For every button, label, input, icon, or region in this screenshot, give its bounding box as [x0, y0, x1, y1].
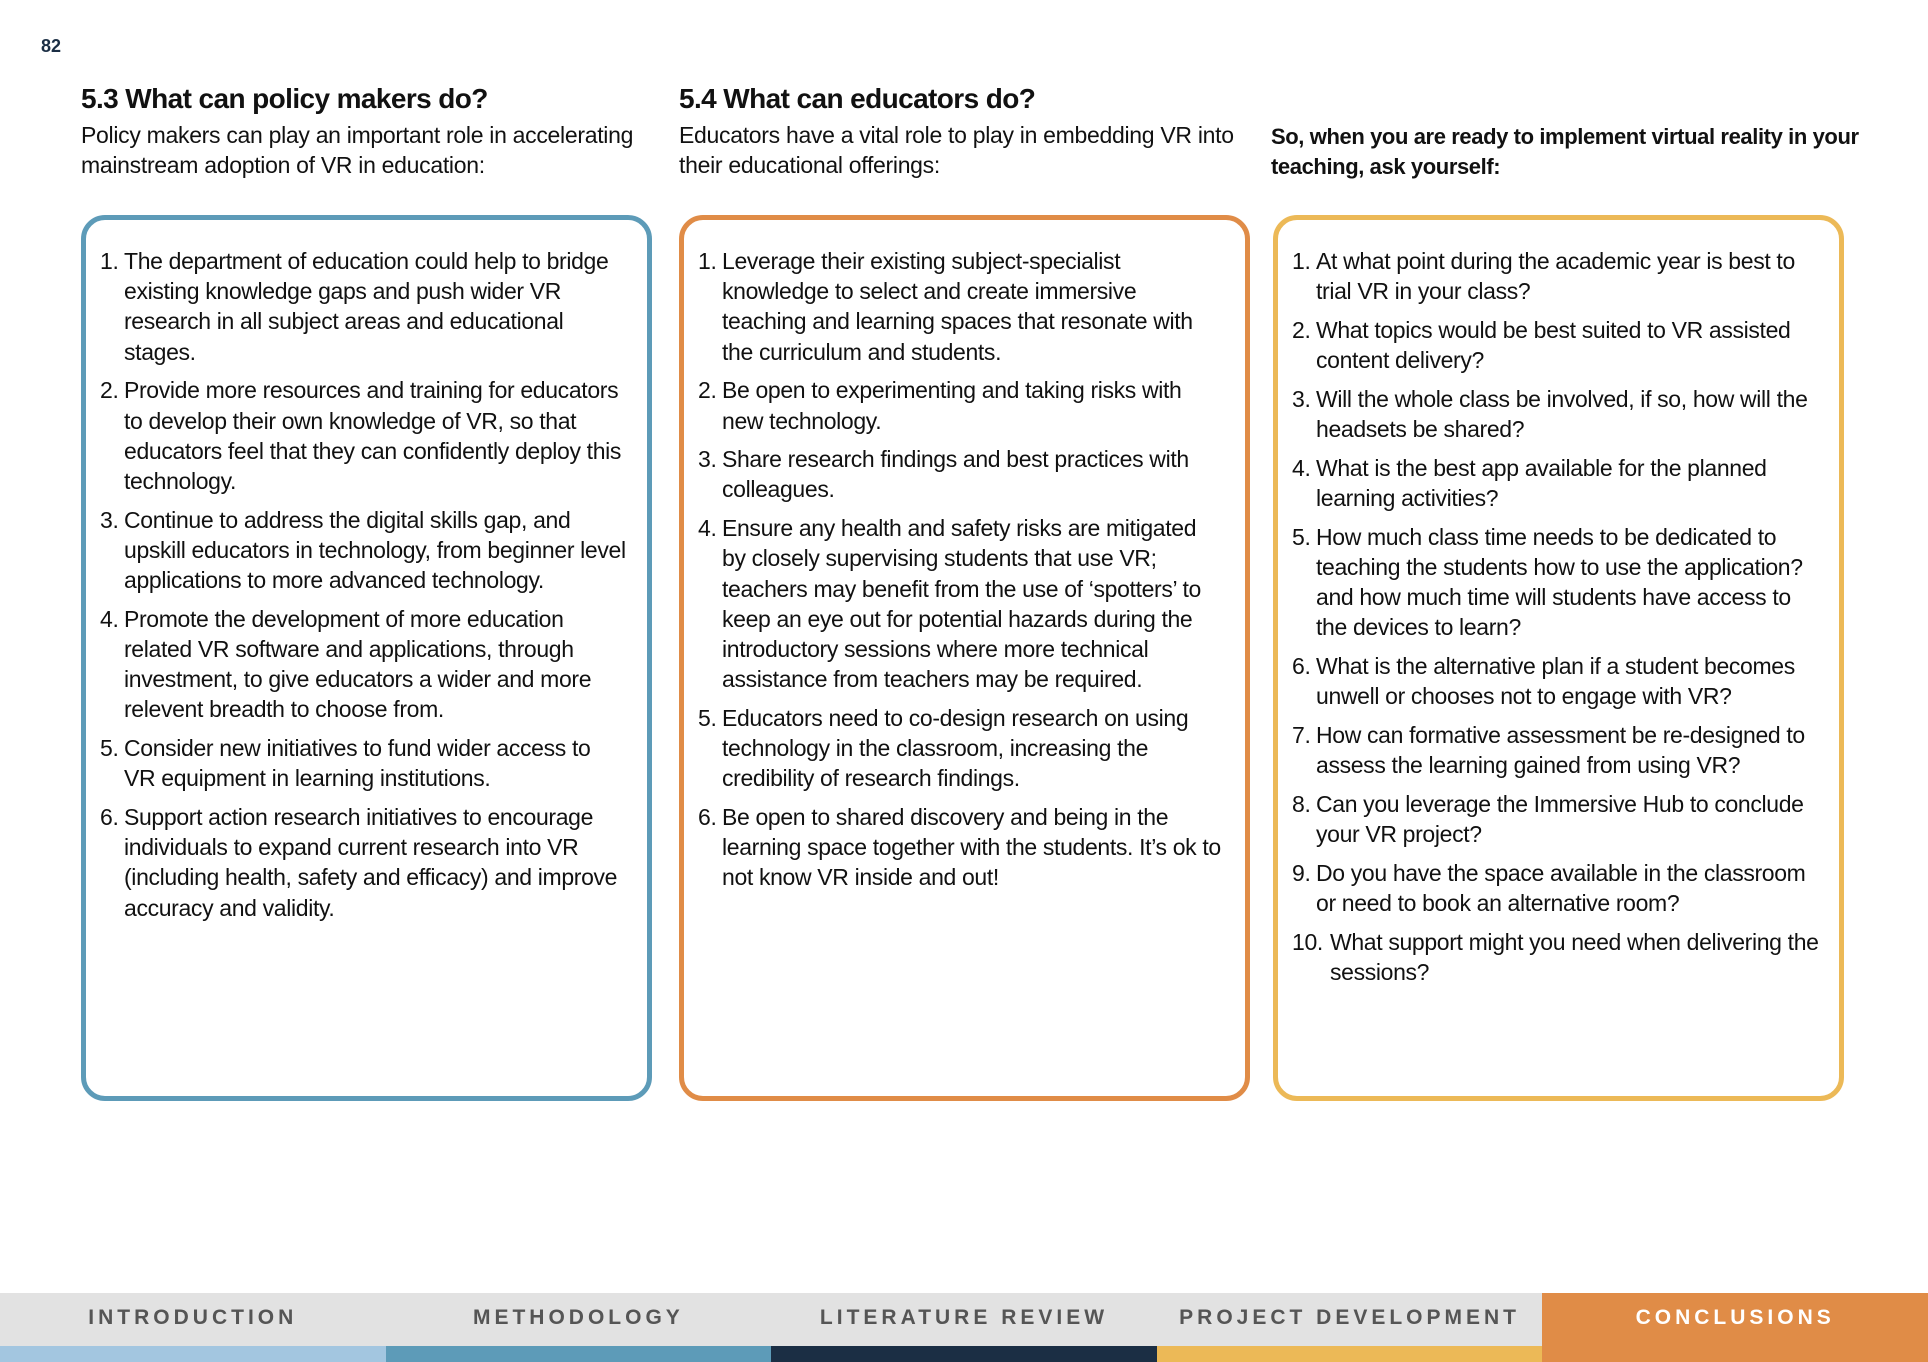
- list-item-text: How much class time needs to be dedicated to teaching the students how to use the application? and how much time will students have access to the devices to learn?: [1316, 523, 1803, 641]
- list-item-text: Continue to address the digital skills gap, and upskill educators in technology, from beginner level applications to more advanced technology.: [124, 506, 626, 594]
- educators-list: [698, 246, 1225, 893]
- list-item: [1292, 858, 1819, 918]
- list-item: [698, 703, 1225, 794]
- list-item-text: Be open to shared discovery and being in the learning space together with the students. It’s ok to not know VR inside and out!: [722, 803, 1221, 891]
- nav-tab-project-development[interactable]: [1157, 1293, 1543, 1362]
- nav-tab-label: INTRODUCTION: [88, 1306, 298, 1329]
- list-item-text: Be open to experimenting and taking risks with new technology.: [722, 377, 1182, 434]
- checklist-list: [1292, 246, 1819, 987]
- list-item: [1292, 384, 1819, 444]
- list-item: [1292, 720, 1819, 780]
- list-item-number: 2.: [698, 377, 717, 404]
- list-item-text: Leverage their existing subject-specialist knowledge to select and create immersive teaching and learning spaces that resonate with the curriculum and students.: [722, 248, 1193, 365]
- list-item: [1292, 315, 1819, 375]
- list-item-text: The department of education could help to bridge existing knowledge gaps and push wider VR research in all subject areas and educational stages.: [124, 248, 609, 365]
- list-item-text: Consider new initiatives to fund wider access to VR equipment in learning institutions.: [124, 735, 591, 792]
- list-item-number: 4.: [100, 605, 119, 632]
- list-item-number: 3.: [100, 506, 119, 533]
- nav-color-strip: [771, 1346, 1157, 1362]
- list-item-number: 6.: [698, 803, 717, 830]
- list-item: [100, 802, 627, 923]
- list-item: [1292, 789, 1819, 849]
- nav-color-strip: [1542, 1346, 1928, 1362]
- list-item: [100, 733, 627, 793]
- list-item-text: Educators need to co-design research on using technology in the classroom, increasing the credibility of research findings.: [722, 704, 1189, 792]
- nav-tab-literature-review[interactable]: [771, 1293, 1157, 1362]
- policy-makers-header: [81, 82, 671, 180]
- list-item-number: 1.: [1292, 248, 1311, 274]
- list-item-text: Can you leverage the Immersive Hub to conclude your VR project?: [1316, 790, 1804, 847]
- checklist-intro: So, when you are ready to implement virtual reality in your teaching, ask yourself:: [1271, 124, 1859, 179]
- list-item-text: Support action research initiatives to encourage individuals to expand current research into VR (including health, safety and efficacy) and improve accuracy and validity.: [124, 803, 618, 921]
- list-item: [1292, 522, 1819, 643]
- nav-tab-introduction[interactable]: [0, 1293, 386, 1362]
- section-nav: [0, 1293, 1928, 1362]
- list-item-number: 10.: [1292, 928, 1323, 955]
- nav-tab-conclusions[interactable]: [1542, 1293, 1928, 1362]
- policy-makers-intro: Policy makers can play an important role in accelerating mainstream adoption of VR in education:: [81, 122, 634, 178]
- list-item-number: 5.: [1292, 523, 1311, 550]
- list-item-text: Share research findings and best practices with colleagues.: [722, 446, 1189, 503]
- list-item-text: Ensure any health and safety risks are mitigated by closely supervising students that use VR; teachers may benefit from the use of ‘spotters’ to keep an eye out for potential hazards during the introductory sessions where more technical assistance from teachers may be required.: [722, 515, 1201, 693]
- list-item-number: 3.: [1292, 385, 1311, 412]
- nav-color-strip: [1157, 1346, 1543, 1362]
- list-item: [100, 604, 627, 725]
- policy-makers-box: [81, 215, 652, 1101]
- list-item: [1292, 453, 1819, 513]
- list-item: [698, 444, 1225, 504]
- list-item-number: 1.: [698, 248, 717, 274]
- list-item-text: What topics would be best suited to VR assisted content delivery?: [1316, 316, 1791, 374]
- list-item: [100, 375, 627, 496]
- list-item-text: Provide more resources and training for educators to develop their own knowledge of VR, so that educators feel that they can confidently deploy this technology.: [124, 377, 622, 494]
- list-item-number: 1.: [100, 248, 119, 274]
- checklist-box: [1273, 215, 1844, 1101]
- page-number: 82: [41, 36, 62, 56]
- educators-header: [679, 82, 1269, 180]
- nav-tab-label: PROJECT DEVELOPMENT: [1179, 1306, 1521, 1329]
- policy-makers-list: [100, 246, 627, 923]
- list-item: [698, 802, 1225, 893]
- list-item-text: What support might you need when delivering the sessions?: [1330, 928, 1819, 985]
- list-item-number: 9.: [1292, 859, 1311, 886]
- nav-tab-label: CONCLUSIONS: [1635, 1306, 1835, 1329]
- list-item-text: What is the best app available for the planned learning activities?: [1316, 454, 1767, 511]
- checklist-header: [1271, 82, 1861, 182]
- list-item-number: 8.: [1292, 790, 1311, 817]
- list-item-text: How can formative assessment be re-designed to assess the learning gained from using VR?: [1316, 721, 1805, 779]
- educators-heading: 5.4 What can educators do?: [679, 83, 1036, 114]
- list-item-text: Will the whole class be involved, if so, how will the headsets be shared?: [1316, 385, 1808, 443]
- list-item: [1292, 927, 1819, 987]
- nav-tab-label: LITERATURE REVIEW: [819, 1306, 1109, 1329]
- nav-tab-methodology[interactable]: [386, 1293, 772, 1362]
- list-item: [1292, 246, 1819, 306]
- list-item-number: 5.: [698, 704, 717, 731]
- list-item-number: 2.: [100, 377, 119, 404]
- list-item-text: Do you have the space available in the classroom or need to book an alternative room?: [1316, 859, 1806, 916]
- educators-intro: Educators have a vital role to play in embedding VR into their educational offerings:: [679, 122, 1234, 178]
- list-item: [698, 513, 1225, 694]
- list-item-number: 7.: [1292, 721, 1311, 748]
- policy-makers-heading: 5.3 What can policy makers do?: [81, 83, 488, 114]
- list-item-number: 6.: [1292, 652, 1311, 679]
- list-item-text: What is the alternative plan if a student becomes unwell or chooses not to engage with VR?: [1316, 652, 1795, 710]
- list-item: [698, 246, 1225, 367]
- list-item-number: 4.: [698, 515, 717, 542]
- nav-color-strip: [386, 1346, 772, 1362]
- list-item: [698, 375, 1225, 435]
- list-item-text: Promote the development of more education related VR software and applications, through investment, to give educators a wider and more relevent breadth to choose from.: [124, 605, 592, 723]
- list-item-number: 5.: [100, 735, 119, 762]
- list-item-number: 4.: [1292, 454, 1311, 481]
- list-item-number: 3.: [698, 446, 717, 473]
- list-item: [100, 246, 627, 367]
- list-item: [100, 505, 627, 596]
- educators-box: [679, 215, 1250, 1101]
- nav-color-strip: [0, 1346, 386, 1362]
- list-item-number: 6.: [100, 803, 119, 830]
- list-item-text: At what point during the academic year is best to trial VR in your class?: [1316, 248, 1795, 305]
- nav-tab-label: METHODOLOGY: [472, 1306, 684, 1329]
- list-item-number: 2.: [1292, 316, 1311, 343]
- list-item: [1292, 651, 1819, 711]
